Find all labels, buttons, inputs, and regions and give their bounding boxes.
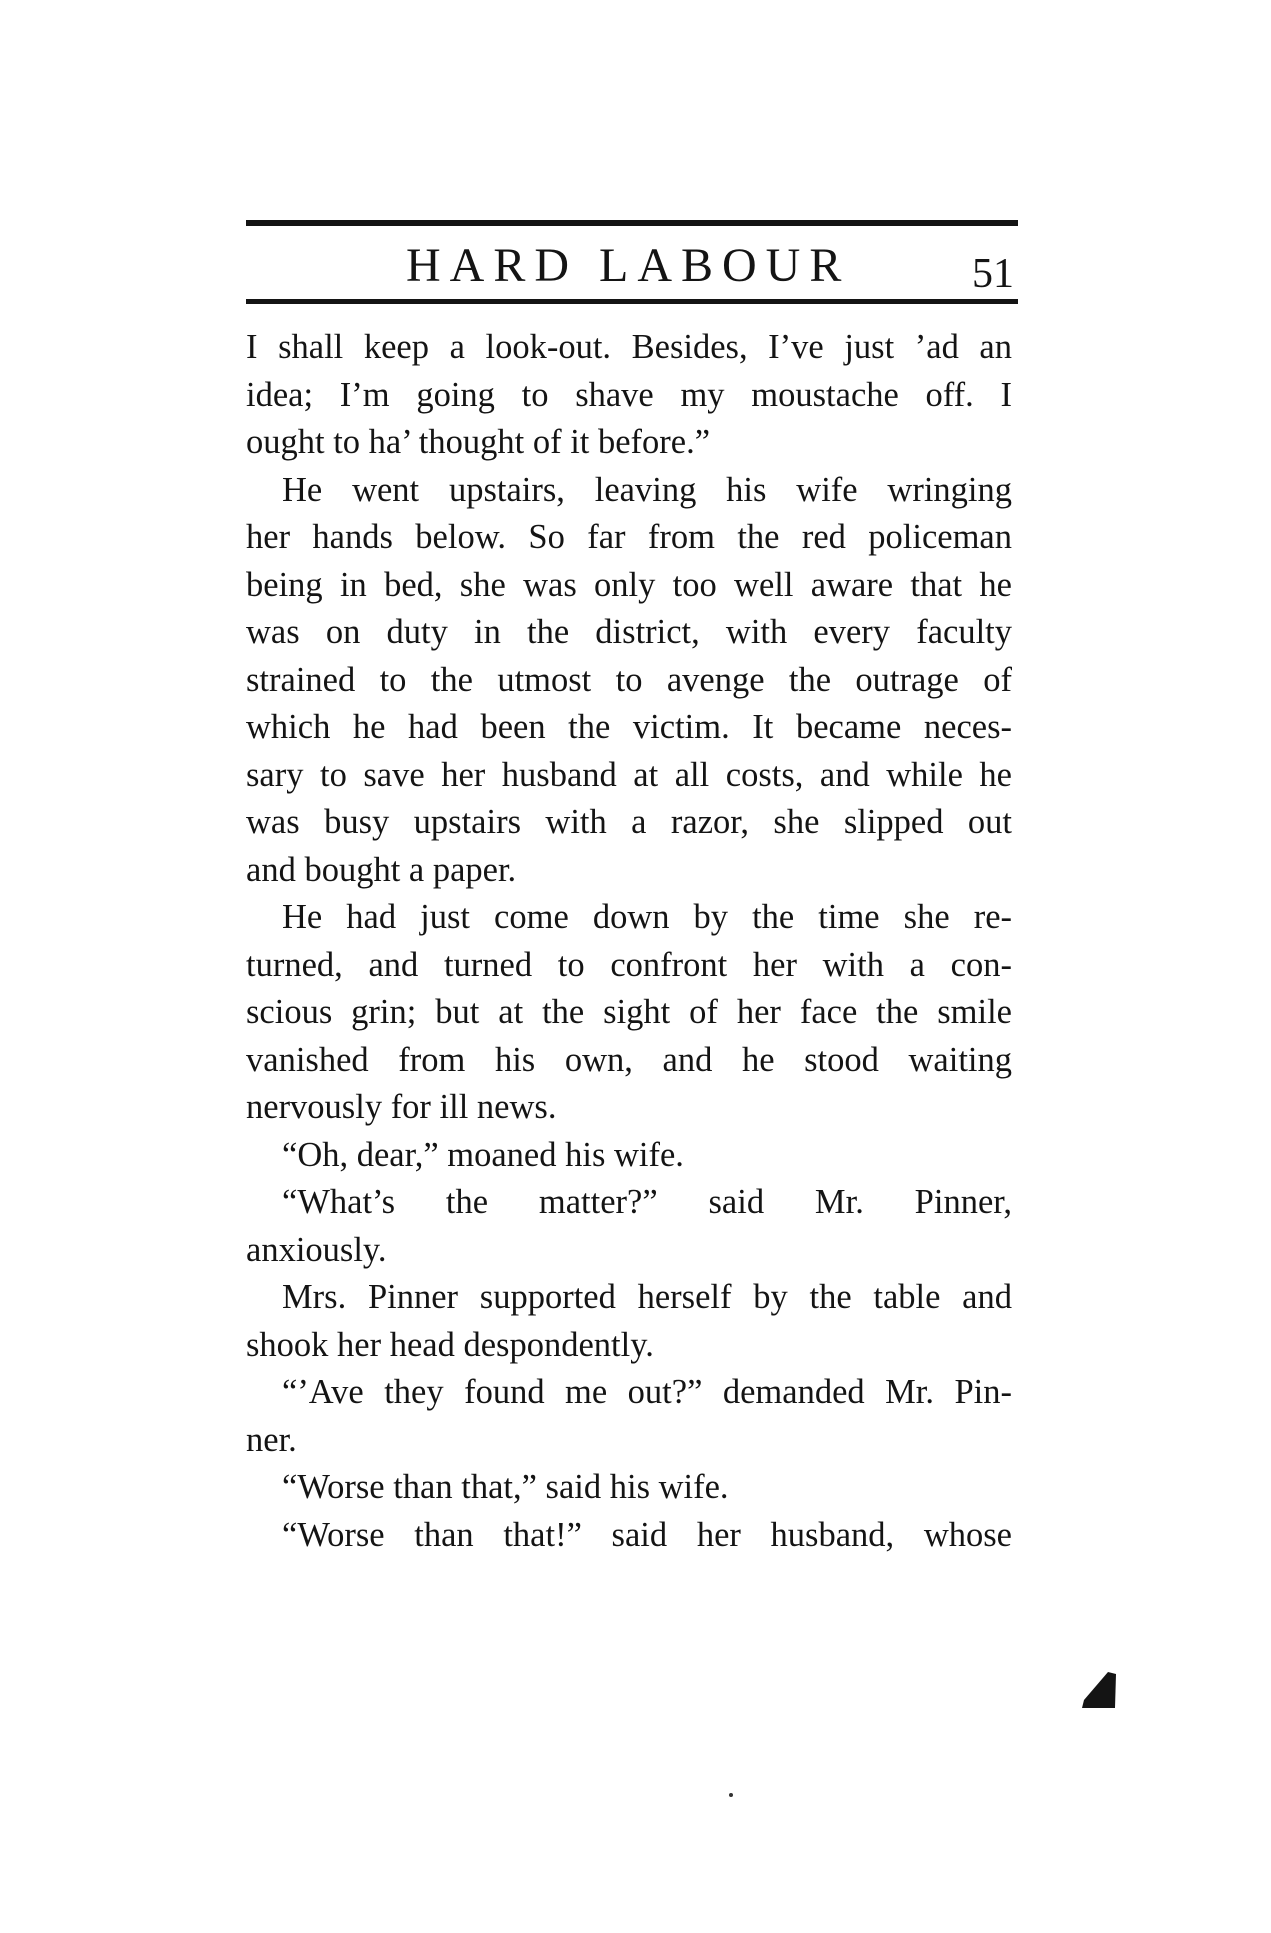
paragraph bbox=[246, 894, 1012, 1132]
text-line: “Worse than that,” said his wife. bbox=[282, 1468, 729, 1506]
paragraph bbox=[246, 467, 1012, 895]
text-line: was busy upstairs with a razor, she slipped out bbox=[246, 803, 1012, 841]
text-line: which he had been the victim. It became neces- bbox=[246, 708, 1012, 746]
text-line: vanished from his own, and he stood waiting bbox=[246, 1040, 1012, 1079]
text-line: ner. bbox=[246, 1420, 297, 1459]
text-line: being in bed, she was only too well aware that he bbox=[246, 565, 1012, 604]
text-line: turned, and turned to confront her with a con- bbox=[246, 945, 1012, 984]
paragraph bbox=[246, 1369, 1012, 1464]
header-bottom-rule bbox=[246, 299, 1018, 304]
text-line: ought to ha’ thought of it before.” bbox=[246, 423, 711, 461]
paragraph bbox=[246, 1464, 1012, 1512]
text-line: scious grin; but at the sight of her face the smile bbox=[246, 993, 1012, 1031]
text-line: anxiously. bbox=[246, 1230, 387, 1269]
paragraph bbox=[246, 1179, 1012, 1274]
text-line: He went upstairs, leaving his wife wringing bbox=[282, 470, 1012, 509]
paragraph bbox=[246, 324, 1012, 467]
text-line: He had just come down by the time she re- bbox=[282, 898, 1012, 936]
text-line: I shall keep a look-out. Besides, I’ve just ’ad an bbox=[246, 328, 1012, 366]
text-line: and bought a paper. bbox=[246, 850, 517, 889]
text-line: “’Ave they found me out?” demanded Mr. Pin- bbox=[282, 1373, 1012, 1411]
ink-speck bbox=[729, 1793, 733, 1797]
text-line: her hands below. So far from the red policeman bbox=[246, 518, 1012, 556]
text-line: idea; I’m going to shave my moustache off. I bbox=[246, 375, 1012, 414]
text-line: “Worse than that!” said her husband, whose bbox=[282, 1515, 1012, 1554]
text-line: Mrs. Pinner supported herself by the table and bbox=[282, 1278, 1012, 1316]
text-line: sary to save her husband at all costs, and while he bbox=[246, 755, 1012, 794]
page-number: 51 bbox=[972, 251, 1014, 297]
text-line: “What’s the matter?” said Mr. Pinner, bbox=[282, 1183, 1012, 1221]
paragraph bbox=[246, 1132, 1012, 1180]
text-line: nervously for ill news. bbox=[246, 1088, 557, 1126]
text-line: strained to the utmost to avenge the outrage of bbox=[246, 660, 1012, 699]
text-line: “Oh, dear,” moaned his wife. bbox=[282, 1135, 684, 1174]
paragraph bbox=[246, 1274, 1012, 1369]
text-line: shook her head despondently. bbox=[246, 1325, 654, 1364]
text-line: was on duty in the district, with every faculty bbox=[246, 613, 1012, 651]
running-head-title: HARD LABOUR bbox=[406, 239, 851, 292]
printer-mark-icon bbox=[1082, 1672, 1116, 1708]
paragraph bbox=[246, 1512, 1012, 1560]
header-top-rule bbox=[246, 220, 1018, 226]
running-head bbox=[246, 236, 1018, 296]
body-text bbox=[246, 324, 1012, 1559]
